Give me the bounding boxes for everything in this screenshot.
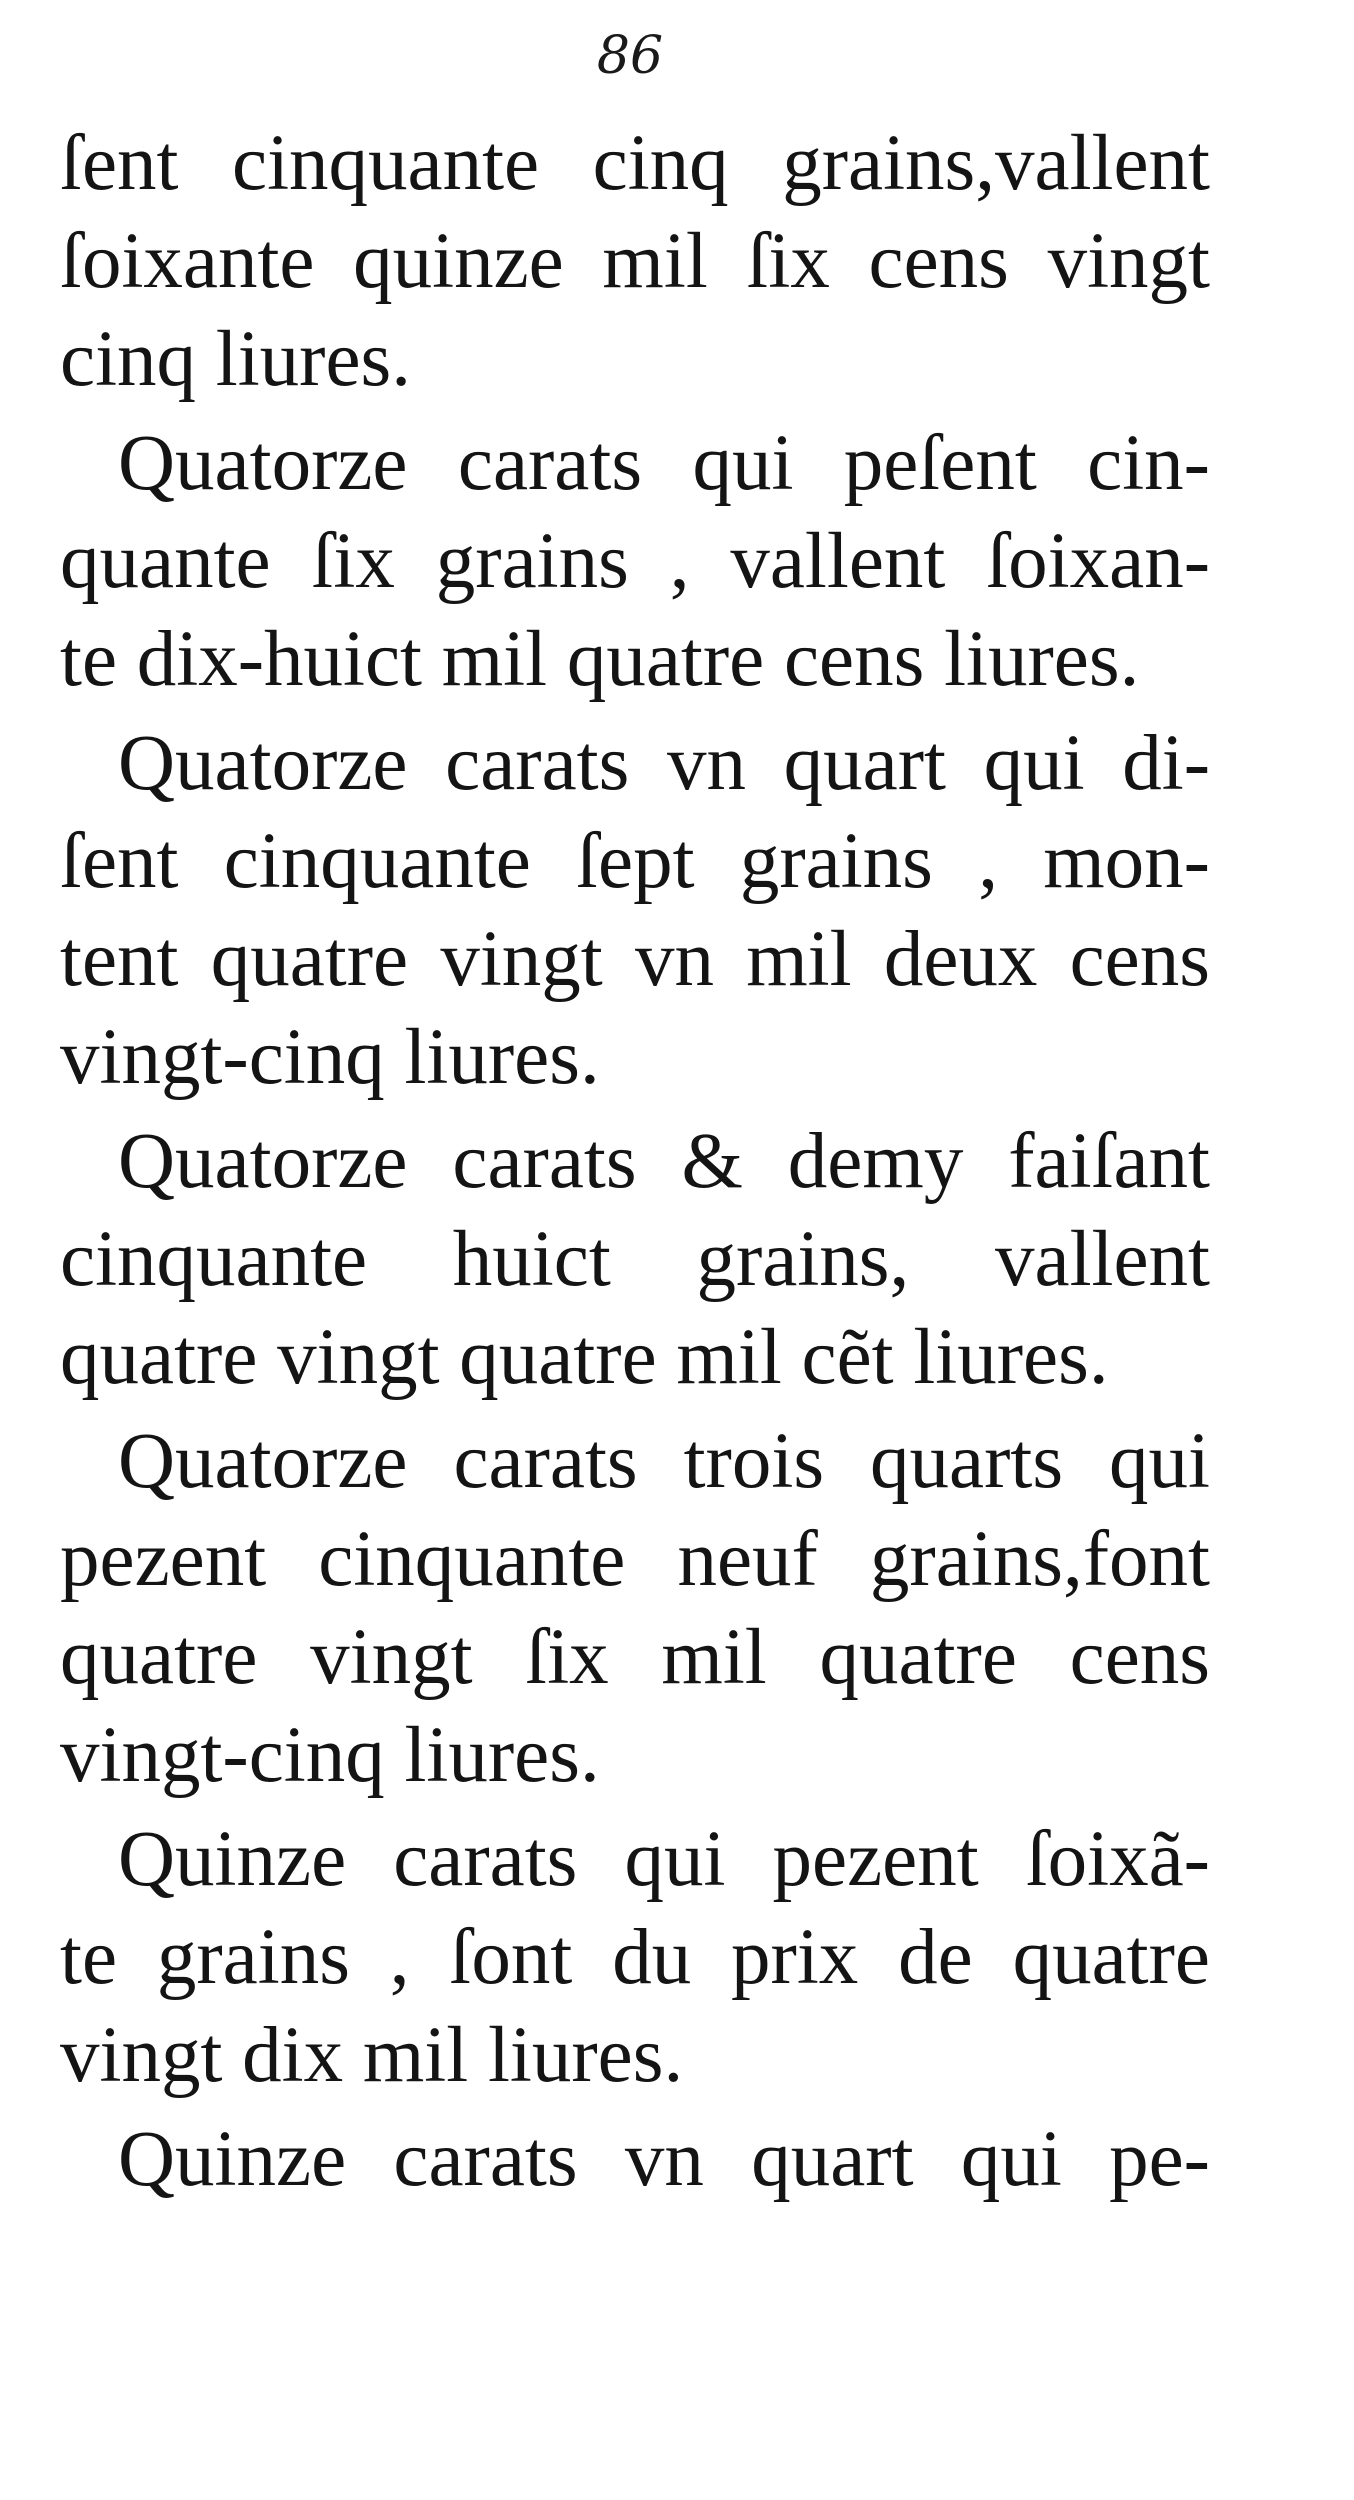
text-line: quatre vingt ſix mil quatre cens	[60, 1614, 1210, 1701]
text-line: Quatorze carats vn quart qui di-	[118, 720, 1210, 807]
paragraph	[60, 1811, 1210, 2105]
text-line: pezent cinquante neuf grains,font	[60, 1516, 1210, 1603]
text-line: ſent cinquante cinq grains,vallent	[60, 120, 1210, 207]
paragraph	[60, 415, 1210, 709]
paragraph	[60, 1413, 1210, 1805]
paragraph	[60, 115, 1210, 409]
text-line: Quinze carats vn quart qui pe-	[118, 2116, 1210, 2203]
text-line: Quinze carats qui pezent ſoixã-	[118, 1816, 1210, 1903]
text-line: ſoixante quinze mil ſix cens vingt	[60, 218, 1210, 305]
text-line: vingt-cinq liures.	[60, 1712, 600, 1799]
paragraph	[60, 2111, 1210, 2209]
text-line: ſent cinquante ſept grains , mon-	[60, 818, 1210, 905]
text-line: quatre vingt quatre mil cẽt liures.	[60, 1314, 1109, 1401]
page-number: 86	[596, 26, 664, 86]
text-line: Quatorze carats qui peſent cin-	[118, 420, 1210, 507]
body-text	[60, 115, 1210, 2209]
text-line: cinq liures.	[60, 316, 412, 403]
paragraph	[60, 1113, 1210, 1407]
text-line: te dix-huict mil quatre cens liures.	[60, 616, 1140, 703]
paragraph	[60, 715, 1210, 1107]
text-line: tent quatre vingt vn mil deux cens	[60, 916, 1210, 1003]
text-line: vingt-cinq liures.	[60, 1014, 600, 1101]
text-line: vingt dix mil liures.	[60, 2012, 684, 2099]
text-line: te grains , ſont du prix de quatre	[60, 1914, 1210, 2001]
text-line: Quatorze carats trois quarts qui	[118, 1418, 1210, 1505]
text-line: cinquante huict grains, vallent	[60, 1216, 1210, 1303]
text-line: quante ſix grains , vallent ſoixan-	[60, 518, 1210, 605]
text-line: Quatorze carats & demy faiſant	[118, 1118, 1210, 1205]
